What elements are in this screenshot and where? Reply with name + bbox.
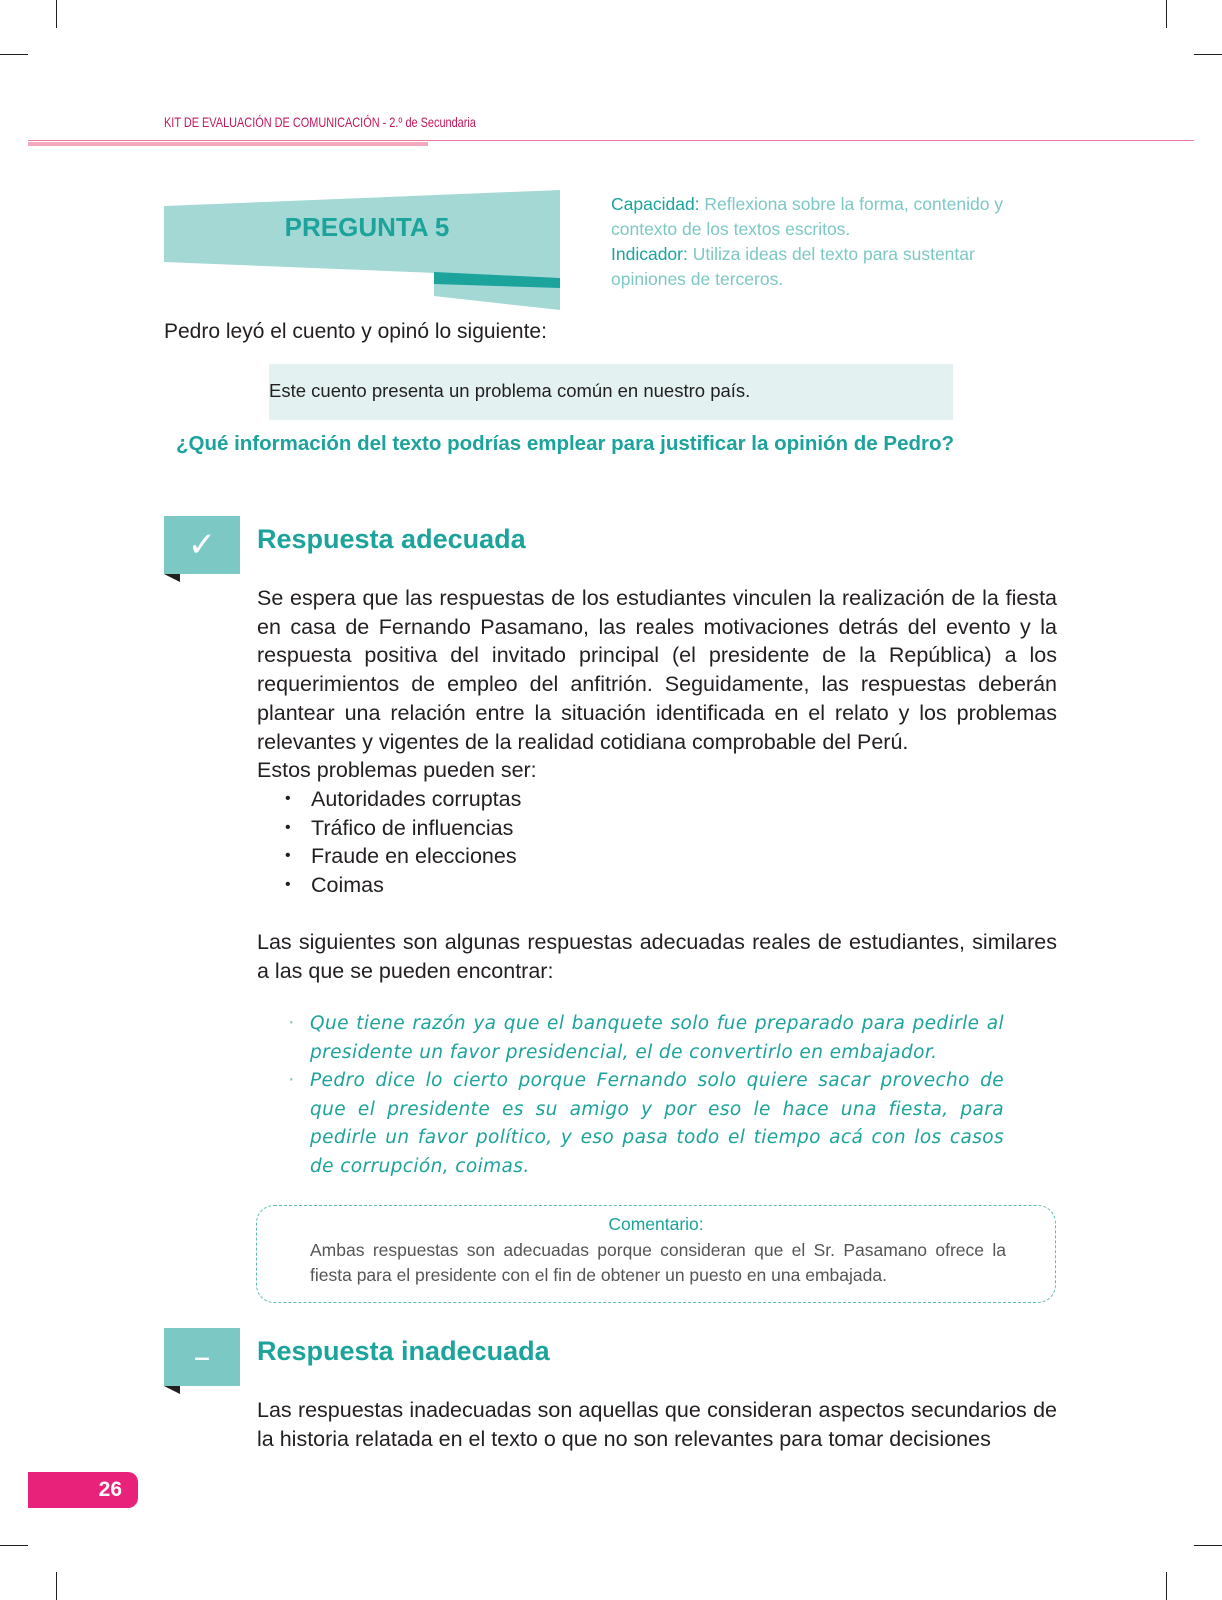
question-banner: [164, 190, 560, 310]
indicator-label: Indicador:: [611, 244, 688, 264]
comment-title: Comentario:: [608, 1214, 704, 1234]
inadequate-ribbon: [164, 1328, 240, 1386]
student-example: · Que tiene razón ya que el banquete solo fue preparado para pedirle al presidente un favor presidencial, el de convertirlo en embajador.: [288, 1010, 1004, 1067]
adequate-body: [257, 584, 1057, 900]
header-accent-rule: [28, 142, 428, 146]
adequate-ribbon: [164, 516, 240, 574]
question-text: ¿Qué información del texto podrías emplear para justificar la opinión de Pedro?: [176, 432, 955, 455]
student-example: · Pedro dice lo cierto porque Fernando solo quiere sacar provecho de que el presidente es su amigo y por eso le hace una fiesta, para pedirle un favor político, y eso pasa todo el tiempo acá con los casos de corrupción, coimas.: [288, 1067, 1004, 1181]
adequate-title: Respuesta adecuada: [257, 524, 526, 554]
crop-mark: [56, 1572, 57, 1600]
capacity-text: Reflexiona sobre la forma, contenido y contexto de los textos escritos.: [611, 194, 1004, 239]
comment-text: Ambas respuestas son adecuadas porque consideran que el Sr. Pasamano ofrece la fiesta para el presidente con el fin de obtener un puesto en una embajada.: [310, 1240, 1006, 1285]
problems-lead: Estos problemas pueden ser:: [257, 758, 537, 783]
capacity-indicator-block: [611, 192, 1051, 292]
list-item: • Coimas: [257, 871, 1057, 900]
student-examples: [288, 1010, 1004, 1182]
question-label: PREGUNTA 5: [284, 212, 450, 242]
comment-box: [256, 1205, 1056, 1303]
inadequate-title: Respuesta inadecuada: [257, 1336, 550, 1366]
crop-mark: [56, 0, 57, 28]
list-item: • Fraude en elecciones: [257, 842, 1057, 871]
crop-mark: [0, 54, 28, 55]
quote-box: [269, 364, 953, 420]
capacity-label: Capacidad:: [611, 194, 700, 214]
crop-mark: [1166, 1572, 1167, 1600]
running-header: [164, 114, 476, 130]
adequate-paragraph: Se espera que las respuestas de los estudiantes vinculen la realización de la fiesta en casa de Fernando Pasamano, las reales motivaciones detrás del evento y la respuesta positiva del invitado principal (el presidente de la República) a los requerimientos de empleo del anfitrión. Seguidamente, las respuestas deberán plantear una relación entre la situación identificada en el relato y los problemas relevantes y vigentes de la realidad cotidiana comprobable del Perú.: [257, 586, 1057, 754]
list-item: • Autoridades corruptas: [257, 785, 1057, 814]
indicator-text: Utiliza ideas del texto para sustentar opiniones de terceros.: [611, 244, 975, 289]
crop-mark: [0, 1545, 28, 1546]
header-grade: de Secundaria: [405, 114, 476, 130]
examples-intro: Las siguientes son algunas respuestas adecuadas reales de estudiantes, similares a las que se pueden encontrar:: [257, 930, 1057, 983]
header-rule: [28, 140, 1194, 141]
inadequate-paragraph: Las respuestas inadecuadas son aquellas que consideran aspectos secundarios de la historia relatada en el texto o que no son relevantes para tomar decisiones: [257, 1398, 1057, 1451]
quote-text: Este cuento presenta un problema común en nuestro país.: [269, 380, 751, 401]
crop-mark: [1194, 54, 1222, 55]
intro-text: Pedro leyó el cuento y opinó lo siguiente:: [164, 320, 547, 343]
page-number: 26: [28, 1472, 138, 1508]
dash-icon: –: [193, 1337, 211, 1377]
list-item: • Tráfico de influencias: [257, 814, 1057, 843]
problems-list: [257, 785, 1057, 900]
check-icon: ✓: [187, 525, 217, 565]
header-title: KIT DE EVALUACIÓN DE COMUNICACIÓN - 2.º: [164, 114, 403, 130]
crop-mark: [1166, 0, 1167, 28]
crop-mark: [1194, 1545, 1222, 1546]
